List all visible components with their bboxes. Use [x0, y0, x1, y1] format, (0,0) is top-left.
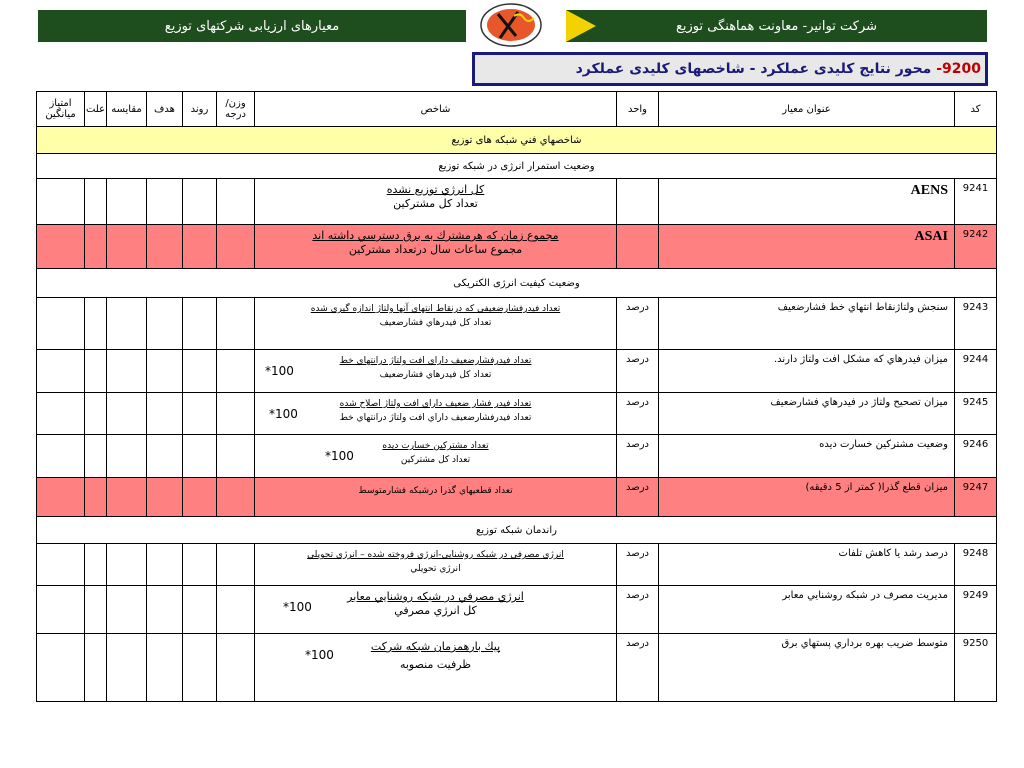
row-criterion: ميزان تصحيح ولتاژ در فيدرهاي فشارضعيف	[659, 393, 955, 435]
row-unit: درصد	[617, 393, 659, 435]
company-header-bar	[566, 10, 987, 42]
formula-numerator: کل انرژي توزيع نشده	[386, 183, 485, 196]
table-header-row	[37, 92, 997, 127]
row-criterion: سنجش ولتاژنقاط انتهاي خط فشارضعيف	[659, 298, 955, 350]
formula-numerator: تعداد فيدرفشارضعيفي كه درنقاط انتهاي آنها ولتاژ اندازه گيري شده	[310, 304, 561, 314]
row-indicator	[255, 544, 617, 586]
formula-denominator: مجموع ساعات سال درتعداد مشترکين	[348, 243, 523, 256]
row-criterion: درصد رشد يا كاهش تلفات	[659, 544, 955, 586]
row-code: 9242	[955, 225, 997, 269]
row-criterion: ميزان قطع گذرا( كمتر از 5 دقيقه)	[659, 478, 955, 517]
criteria-header-bar	[38, 10, 466, 42]
row-criterion: وضعيت مشتركين خسارت ديده	[659, 435, 955, 478]
row-indicator	[255, 586, 617, 634]
group-row	[37, 517, 997, 544]
formula-numerator: تعداد فيدرفشارضعيف داراي افت ولتاژ درانتهاي خط	[339, 356, 532, 366]
formula-multiplier: 100*	[305, 648, 334, 662]
table-row	[37, 544, 997, 586]
table-row	[37, 393, 997, 435]
formula-denominator: تعداد فيدرفشارضعيف داراي افت ولتاژ درانتهاي خط	[339, 413, 532, 423]
col-header-score: امتیاز میانگین	[37, 92, 85, 127]
formula-multiplier: 100*	[269, 407, 298, 421]
row-criterion: مديريت مصرف در شبكه روشنايي معابر	[659, 586, 955, 634]
row-unit: درصد	[617, 544, 659, 586]
row-code: 9245	[955, 393, 997, 435]
group-row	[37, 154, 997, 179]
arrow-right-icon	[566, 10, 596, 42]
section-subtitle	[472, 52, 988, 86]
row-code: 9243	[955, 298, 997, 350]
row-indicator	[255, 435, 617, 478]
criteria-header-title: معیارهای ارزیابی شرکتهای توزیع	[164, 18, 340, 34]
row-code: 9250	[955, 634, 997, 702]
subtitle-text: محور نتایج کلیدی عملکرد - شاخصهای کلیدی عملکرد	[575, 61, 932, 77]
row-indicator	[255, 298, 617, 350]
group-title: وضعیت استمرار انرژی در شبکه توزیع	[37, 154, 997, 179]
company-header-title: شرکت توانیر- معاونت هماهنگی توزیع	[675, 18, 878, 34]
table-row	[37, 435, 997, 478]
row-unit	[617, 225, 659, 269]
formula-multiplier: 100*	[283, 600, 312, 614]
col-header-code: کد	[955, 92, 997, 127]
row-code: 9247	[955, 478, 997, 517]
col-header-cause: علت	[85, 92, 107, 127]
row-code: 9248	[955, 544, 997, 586]
formula-denominator: تعداد کل مشترکين	[393, 197, 478, 210]
group-title: راندمان شبکه توزیع	[37, 517, 997, 544]
col-header-compare: مقایسه	[107, 92, 147, 127]
formula-denominator: ظرفيت منصوبه	[399, 658, 472, 671]
formula-multiplier: 100*	[265, 364, 294, 378]
formula-numerator: انرژي مصرفي در شبكه روشنايي معابر	[347, 590, 524, 603]
section-title: شاخصهاي فني شبکه های توزیع	[37, 127, 997, 154]
section-row	[37, 127, 997, 154]
table-row	[37, 586, 997, 634]
row-indicator	[255, 225, 617, 269]
formula-denominator: انرژي تحويلي	[410, 564, 461, 574]
row-unit: درصد	[617, 350, 659, 393]
table-row	[37, 350, 997, 393]
kpi-table	[36, 91, 997, 702]
row-criterion: AENS	[659, 179, 955, 225]
formula-denominator: تعداد قطعيهاي گذرا درشبكه فشارمتوسط	[358, 486, 513, 496]
table-row	[37, 225, 997, 269]
subtitle-number: 9200-	[936, 61, 981, 77]
col-header-criterion: عنوان معیار	[659, 92, 955, 127]
row-indicator	[255, 393, 617, 435]
row-unit: درصد	[617, 634, 659, 702]
row-indicator	[255, 179, 617, 225]
formula-numerator: انرژي مصرفي در شبکه روشنايي-انرژي فروخته شده – انرژي تحويلي	[307, 550, 564, 560]
row-indicator	[255, 634, 617, 702]
row-indicator	[255, 350, 617, 393]
row-code: 9244	[955, 350, 997, 393]
table-row	[37, 179, 997, 225]
row-indicator	[255, 478, 617, 517]
group-title: وضعیت کیفیت انرژی الکتریکی	[37, 269, 997, 298]
company-logo-icon	[476, 2, 546, 48]
col-header-unit: واحد	[617, 92, 659, 127]
formula-denominator: كل انرژي مصرفي	[394, 604, 477, 617]
col-header-trend: روند	[183, 92, 217, 127]
formula-denominator: تعداد كل فيدرهاي فشارضعيف	[379, 370, 492, 380]
row-criterion: متوسط ضريب بهره برداري پستهاي برق	[659, 634, 955, 702]
formula-denominator: تعداد كل فيدرهاي فشارضعيف	[379, 318, 492, 328]
formula-numerator: مجموع زمان که هرمشترك به برق دسترسي داشته اند	[312, 229, 559, 242]
formula-numerator: پيك بارهمزمان شبكه شركت	[370, 640, 501, 653]
group-row	[37, 269, 997, 298]
formula-numerator: تعداد مشتركين خسارت ديده	[382, 441, 489, 451]
col-header-weight: وزن/ درجه	[217, 92, 255, 127]
row-unit: درصد	[617, 435, 659, 478]
row-unit: درصد	[617, 298, 659, 350]
formula-multiplier: 100*	[325, 449, 354, 463]
row-criterion: ASAI	[659, 225, 955, 269]
row-unit: درصد	[617, 478, 659, 517]
table-row	[37, 478, 997, 517]
row-code: 9241	[955, 179, 997, 225]
col-header-indicator: شاخص	[255, 92, 617, 127]
formula-denominator: تعداد كل مشتركين	[400, 455, 471, 465]
row-unit	[617, 179, 659, 225]
table-row	[37, 634, 997, 702]
row-code: 9249	[955, 586, 997, 634]
col-header-target: هدف	[147, 92, 183, 127]
row-unit: درصد	[617, 586, 659, 634]
formula-numerator: تعداد فيدر فشار ضعيف داراي افت ولتاژ اصلاح شده	[339, 399, 532, 409]
row-code: 9246	[955, 435, 997, 478]
table-row	[37, 298, 997, 350]
row-criterion: ميزان فيدرهاي كه مشكل افت ولتاژ دارند.	[659, 350, 955, 393]
